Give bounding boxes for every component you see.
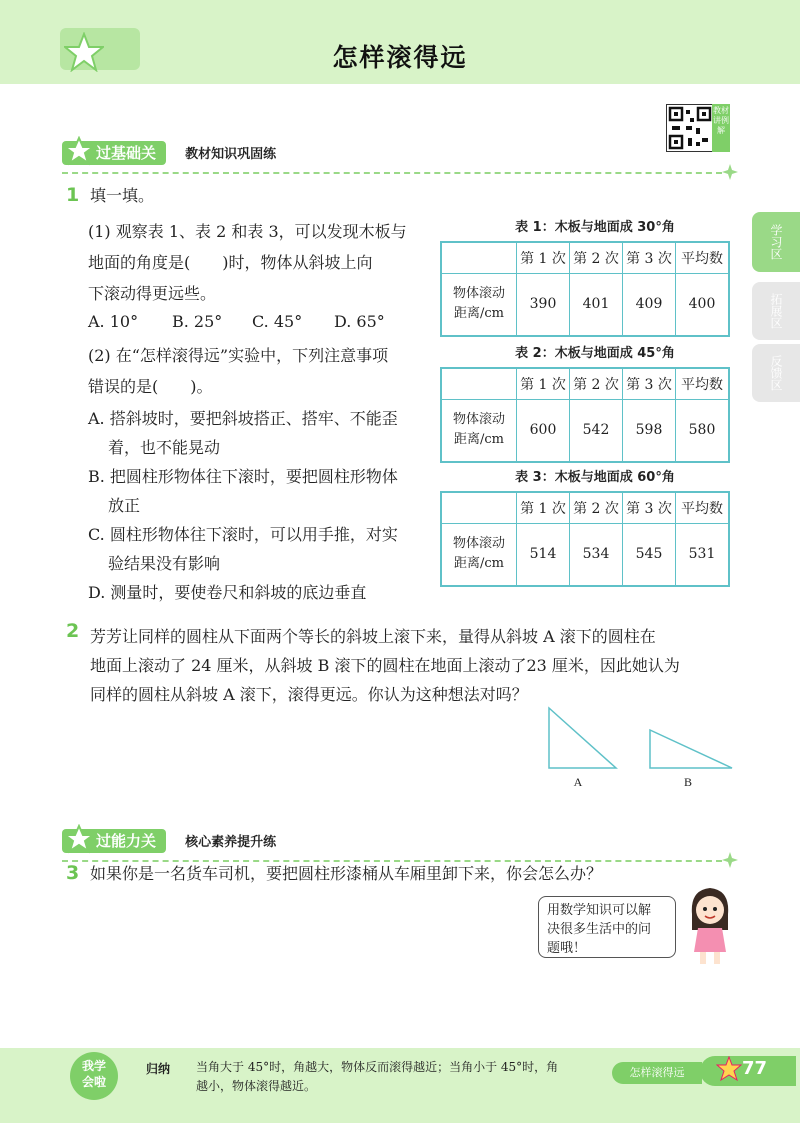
speech-bubble [538,896,676,958]
data-table-2 [440,367,730,463]
slope-b-label: B [683,775,693,789]
summary-text [196,1058,586,1096]
table-cell: 514 [517,524,570,586]
star-badge-icon [64,824,94,854]
slope-a [549,708,616,768]
table-cell: 598 [623,400,676,462]
section-basic-header [62,142,276,163]
q1-part2-options [88,404,438,607]
question-1-part2 [88,340,438,402]
data-table-3-block [440,466,750,587]
page-number: 77 [742,1058,768,1079]
table-header: 第 1 次 [517,492,570,524]
section-basic-label: 过基础关 [62,141,166,165]
table-header: 第 1 次 [517,242,570,274]
q1-part2-option-b[interactable]: B. 把圆柱形物体往下滚时，要把圆柱形物体 [88,467,398,486]
q1-option-b[interactable]: B. 25° [172,312,223,331]
table-row [441,524,729,586]
star-badge-icon [64,136,94,166]
table-cell: 545 [623,524,676,586]
bubble-line: 决很多生活中的问 [547,922,652,937]
side-tab-extend[interactable]: 拓展区 [752,282,800,340]
q1-part2-option-d[interactable]: D. 测量时，要使卷尺和斜坡的底边垂直 [88,583,367,602]
table-corner [441,242,517,274]
section-divider [62,172,722,176]
slopes-diagram [540,700,740,796]
page-title: 怎样滚得远 [332,43,468,72]
data-table-2-block [440,342,750,463]
section-ability-subtitle: 核心素养提升练 [185,835,277,850]
table-row [441,492,729,524]
question-2-text [90,622,750,709]
side-tab-feedback[interactable]: 反馈区 [752,344,800,402]
row-label-line: 物体滚动 [452,412,505,428]
footer-badge [70,1052,118,1100]
table-cell: 401 [570,274,623,336]
row-label-line: 距离/cm [454,432,504,448]
q1-part2-option-c-cont: 验结果没有影响 [108,554,221,573]
qr-code-icon[interactable] [666,104,714,152]
table-row [441,400,729,462]
q1-part2-line: (2) 在“怎样滚得远”实验中，下列注意事项 [88,346,389,365]
table-header: 第 2 次 [570,492,623,524]
q1-part2-option-a-cont: 着，也不能晃动 [108,438,221,457]
q1-option-a[interactable]: A. 10° [88,312,139,331]
question-3-text: 如果你是一名货车司机，要把圆柱形漆桶从车厢里卸下来，你会怎么办？ [90,864,603,883]
table-cell: 600 [517,400,570,462]
table-header: 第 1 次 [517,368,570,400]
table-header: 平均数 [676,492,730,524]
footer-page-title: 怎样滚得远 [612,1062,702,1084]
girl-character-icon [684,884,736,966]
q1-part1-line: 地面的角度是( )时，物体从斜坡上向 [88,253,373,272]
side-tab-study[interactable]: 学习区 [752,212,800,272]
q1-part2-option-a[interactable]: A. 搭斜坡时，要把斜坡搭正、搭牢、不能歪 [88,409,398,428]
slope-b [650,730,732,768]
section-basic-subtitle: 教材知识巩固练 [185,147,277,162]
row-label-line: 物体滚动 [452,286,505,302]
q2-line: 芳芳让同样的圆柱从下面两个等长的斜坡上滚下来，量得从斜坡 A 滚下的圆柱在 [90,627,656,646]
table-header: 第 2 次 [570,368,623,400]
question-number-2: 2 [66,620,80,642]
slope-a-label: A [573,775,583,789]
q1-part2-option-b-cont: 放正 [108,496,141,515]
q1-option-c[interactable]: C. 45° [252,312,303,331]
question-number-1: 1 [66,184,80,206]
section-ability-label: 过能力关 [62,829,166,853]
table-header: 平均数 [676,368,730,400]
table-row-label [441,274,517,336]
q1-part1-line: 下滚动得更远些。 [88,284,217,303]
q1-part2-option-c[interactable]: C. 圆柱形物体往下滚时，可以用手推，对实 [88,525,398,544]
table-cell: 534 [570,524,623,586]
table-cell: 409 [623,274,676,336]
table-header: 第 2 次 [570,242,623,274]
summary-line: 越小，物体滚得越近。 [196,1079,317,1093]
bubble-line: 题哦！ [547,941,587,956]
table-corner [441,492,517,524]
footer-badge-line: 我学 [81,1059,106,1073]
table-cell: 400 [676,274,730,336]
table-header: 平均数 [676,242,730,274]
section-ability-header [62,830,276,851]
qr-label: 教材讲例解 [712,104,730,152]
table-3-caption: 表 3：木板与地面成 60°角 [515,470,675,485]
row-label-line: 距离/cm [454,306,504,322]
table-cell: 580 [676,400,730,462]
data-table-1-block [440,216,750,337]
data-table-1 [440,241,730,337]
star-mascot-icon [716,1056,742,1082]
table-header: 第 3 次 [623,242,676,274]
question-number-3: 3 [66,862,80,884]
sparkle-icon [722,164,738,180]
q1-part2-line: 错误的是( )。 [88,377,213,396]
q2-line: 同样的圆柱从斜坡 A 滚下，滚得更远。你认为这种想法对吗？ [90,685,528,704]
table-corner [441,368,517,400]
table-row-label [441,400,517,462]
row-label-line: 物体滚动 [452,536,505,552]
data-table-3 [440,491,730,587]
q1-part1-line: (1) 观察表 1、表 2 和表 3，可以发现木板与 [88,222,407,241]
summary-line: 当角大于 45°时，角越大，物体反而滚得越近；当角小于 45°时，角 [196,1060,559,1074]
table-2-caption: 表 2：木板与地面成 45°角 [515,346,675,361]
table-cell: 542 [570,400,623,462]
table-cell: 390 [517,274,570,336]
question-1-title: 填一填。 [90,186,155,205]
bubble-line: 用数学知识可以解 [547,903,652,918]
summary-label: 归纳 [146,1062,171,1076]
table-row [441,274,729,336]
q1-option-d[interactable]: D. 65° [334,312,385,331]
table-cell: 531 [676,524,730,586]
footer-badge-line: 会啦 [81,1075,106,1089]
row-label-line: 距离/cm [454,556,504,572]
table-header: 第 3 次 [623,492,676,524]
table-header: 第 3 次 [623,368,676,400]
table-row [441,242,729,274]
table-1-caption: 表 1：木板与地面成 30°角 [515,220,675,235]
question-1-part1 [88,216,438,309]
table-row [441,368,729,400]
table-row-label [441,524,517,586]
q2-line: 地面上滚动了 24 厘米，从斜坡 B 滚下的圆柱在地面上滚动了23 厘米，因此她认为 [90,656,680,675]
